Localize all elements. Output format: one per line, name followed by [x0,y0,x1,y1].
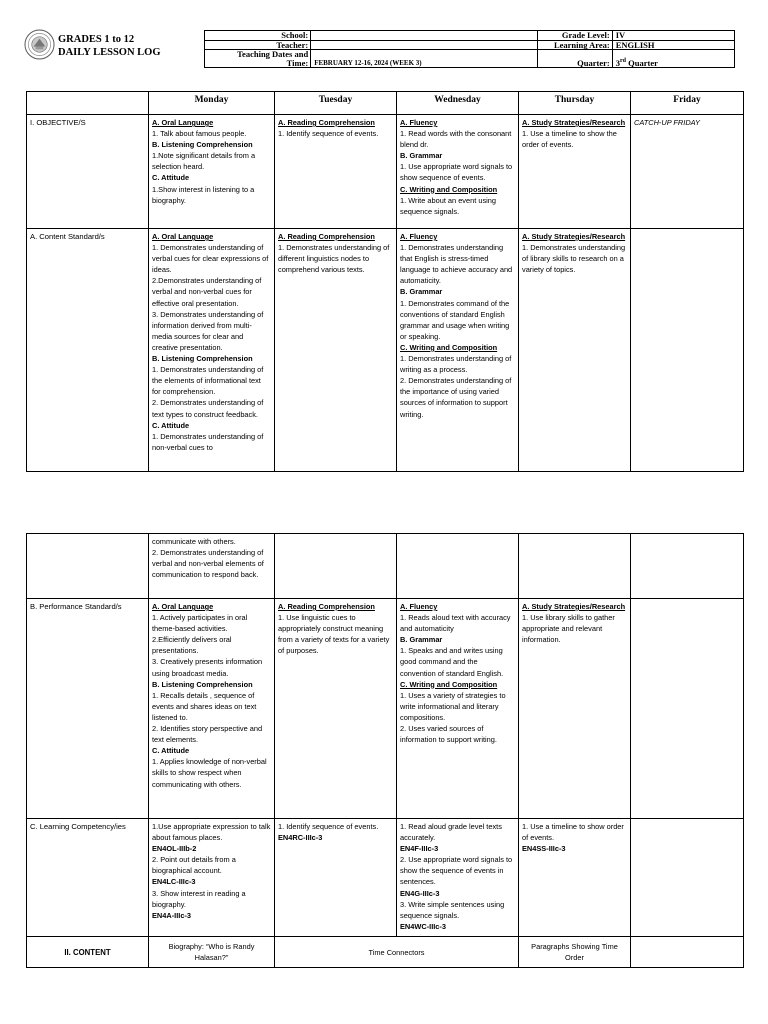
cell-heading: EN4OL-IIIb-2 [152,844,197,854]
teacher-label: Teacher: [205,40,311,50]
day-header-wednesday: Wednesday [397,92,519,115]
cell-line: 1. Identify sequence of events. [278,129,379,139]
cell-heading: A. Study Strategies/Research [522,118,626,127]
cell-heading: EN4A-IIIc-3 [152,910,192,920]
form-title-line1: GRADES 1 to 12 [58,34,135,45]
continued-label-cell [27,534,149,599]
cell-heading: B. Grammar [400,635,443,645]
cell-heading: B. Listening Comprehension [152,354,253,364]
cell-line: 1. Read words with the consonant blend dr. [400,129,512,150]
quarter-number: 3 [615,57,620,68]
form-title-line2: DAILY LESSON LOG [58,46,161,58]
cell-line: 1.Show interest in listening to a biography. [152,184,255,205]
performance-standards-friday [631,599,744,819]
competencies-friday [631,819,744,937]
continued-tuesday [275,534,397,599]
cell-line: 1. Use appropriate word signals to show sequence of events. [400,162,513,183]
cell-line: 1. Demonstrates understanding of writing as a process. [400,354,512,375]
day-header-tuesday: Tuesday [275,92,397,115]
continued-wednesday [397,534,519,599]
cell-line: 1. Demonstrates understanding of different linguistics nodes to comprehend various texts. [278,243,390,275]
cell-line: 3. Show interest in reading a biography. [152,888,246,909]
form-title [58,34,161,59]
day-header-friday: Friday [631,92,744,115]
day-header-monday: Monday [149,92,275,115]
competencies-thursday [519,819,631,937]
objectives-monday [149,115,275,229]
cell-line: 3. Demonstrates understanding of information derived from multi-media sources for clear and creative presentation. [152,309,264,352]
grade-level-label: Grade Level: [537,31,612,41]
cell-heading: C. Attitude [152,746,190,756]
cell-line: 1. Demonstrates understanding of library skills to research on a variety of topics. [522,243,626,275]
cell-line: 1. Use a timeline to show order of events. [522,822,624,843]
cell-heading: A. Reading Comprehension [278,602,375,611]
quarter-word: Quarter [628,57,658,68]
content-standards-monday [149,229,275,472]
deped-seal-logo [24,29,55,60]
cell-line: 2. Demonstrates understanding of verbal and non-verbal elements of communication to respond back. [152,548,264,580]
performance-standards-wednesday [397,599,519,819]
cell-line: 1. Write about an event using sequence signals. [400,195,497,216]
learning-area-field[interactable]: ENGLISH [612,40,734,50]
cell-heading: A. Study Strategies/Research [522,602,626,611]
lesson-log-table-page1 [26,91,744,472]
cell-line: 1. Demonstrates understanding of the elements of informational text for comprehension. [152,365,264,397]
objectives-friday [631,115,744,229]
cell-heading: A. Oral Language [152,602,214,611]
cell-heading: B. Grammar [400,151,443,161]
content-thursday: Paragraphs Showing Time Order [519,937,631,968]
cell-line: 1. Demonstrates command of the conventions of standard English grammar and usage when writing or speaking. [400,298,510,341]
grade-level-field[interactable]: IV [612,31,734,41]
cell-line: 1. Uses a variety of strategies to write informational and literary compositions. [400,690,506,722]
content-standards-monday-continued [149,534,275,599]
competencies-wednesday [397,819,519,937]
cell-line: 2. Demonstrates understanding of the importance of using varied sources of information to support writing. [400,376,512,419]
row-label-performance-standards: B. Performance Standard/s [27,599,149,819]
cell-heading: A. Oral Language [152,232,214,241]
cell-line: 1. Recalls details , sequence of events and shares ideas on text listened to. [152,690,257,722]
cell-line: 1. Read aloud grade level texts accurately. [400,822,502,843]
cell-line: 2. Demonstrates understanding of text types to construct feedback. [152,398,264,419]
continued-thursday [519,534,631,599]
cell-line: 1. Applies knowledge of non-verbal skills to show respect when communicating with others. [152,757,267,789]
cell-heading: A. Fluency [400,118,438,127]
teacher-field[interactable] [311,40,537,50]
cell-heading: A. Fluency [400,232,438,241]
learning-area-label: Learning Area: [537,40,612,50]
teaching-dates-field[interactable]: FEBRUARY 12-16, 2024 (WEEK 3) [311,50,537,68]
continued-friday [631,534,744,599]
cell-heading: C. Attitude [152,420,190,430]
performance-standards-thursday [519,599,631,819]
row-label-content: II. CONTENT [27,937,149,968]
cell-heading: C. Writing and Composition [400,342,498,352]
cell-line: 2. Uses varied sources of information to support writing. [400,724,497,745]
quarter-suffix: rd [620,57,626,64]
cell-heading: C. Writing and Composition [400,184,498,194]
cell-line: 3. Creatively presents information using broadcast media. [152,657,263,678]
lesson-log-table-page2 [26,533,744,968]
cell-heading: A. Study Strategies/Research [522,232,626,241]
row-label-content-standards: A. Content Standard/s [27,229,149,472]
cell-line: 1. Use library skills to gather appropriate and relevant information. [522,613,615,645]
cell-line: 1. Actively participates in oral theme-based activities. [152,613,248,634]
cell-heading: A. Reading Comprehension [278,118,375,127]
cell-heading: B. Grammar [400,287,443,297]
content-standards-tuesday [275,229,397,472]
school-field[interactable] [311,31,537,41]
cell-heading: EN4G-IIIc-3 [400,888,440,898]
cell-heading: A. Reading Comprehension [278,232,375,241]
quarter-field[interactable] [612,50,734,68]
cell-line: CATCH-UP FRIDAY [634,118,700,127]
cell-line: 2. Use appropriate word signals to show the sequence of events in sentences. [400,855,513,887]
objectives-wednesday [397,115,519,229]
objectives-tuesday [275,115,397,229]
cell-line: 1. Demonstrates understanding of non-verbal cues to [152,431,264,452]
content-standards-wednesday [397,229,519,472]
cell-heading: A. Fluency [400,602,438,611]
corner-cell [27,92,149,115]
cell-heading: C. Writing and Composition [400,679,498,689]
cell-line: 1.Use appropriate expression to talk about famous places. [152,822,271,843]
cell-heading: B. Listening Comprehension [152,140,253,150]
content-standards-thursday [519,229,631,472]
cell-line: 1. Use linguistic cues to appropriately construct meaning from a variety of texts for a variety of purposes. [278,613,390,656]
cell-heading: C. Attitude [152,173,190,183]
row-label-objectives: I. OBJECTIVE/S [27,115,149,229]
cell-line: 1. Demonstrates understanding that English is stress-timed language to achieve accuracy and automaticity. [400,243,513,286]
cell-heading: EN4RC-IIIc-3 [278,833,323,843]
cell-line: 2. Point out details from a biographical account. [152,855,236,876]
day-header-thursday: Thursday [519,92,631,115]
cell-line: communicate with others. [152,537,236,546]
cell-line: 1. Talk about famous people. [152,129,247,139]
cell-line: 1. Speaks and and writes using good command and the convention of standard English. [400,646,504,678]
cell-line: 1. Demonstrates understanding of verbal cues for clear expressions of ideas. [152,243,269,275]
school-label: School: [205,31,311,41]
teaching-dates-label [205,50,311,68]
content-tuesday-wednesday: Time Connectors [275,937,519,968]
cell-line: 2. Identifies story perspective and text elements. [152,724,263,745]
cell-heading: EN4SS-IIIc-3 [522,844,566,854]
cell-line: 3. Write simple sentences using sequence signals. [400,899,505,920]
header-info-table [204,30,735,68]
content-friday [631,937,744,968]
performance-standards-monday [149,599,275,819]
cell-line: 1. Reads aloud text with accuracy and automaticity [400,613,511,634]
cell-heading: A. Oral Language [152,118,214,127]
row-label-competencies: C. Learning Competency/ies [27,819,149,937]
competencies-tuesday [275,819,397,937]
cell-heading: EN4F-IIIc-3 [400,844,439,854]
cell-line: 2.Demonstrates understanding of verbal and non-verbal cues for effective oral presentation. [152,276,262,308]
cell-line: 1. Use a timeline to show the order of events. [522,129,617,150]
cell-heading: EN4WC-IIIc-3 [400,921,446,931]
cell-line: 2.Efficiently delivers oral presentations. [152,635,232,656]
cell-line: 1.Note significant details from a selection heard. [152,151,256,172]
objectives-thursday [519,115,631,229]
cell-heading: B. Listening Comprehension [152,679,253,689]
content-standards-friday [631,229,744,472]
competencies-monday [149,819,275,937]
quarter-label: Quarter: [537,50,612,68]
teaching-dates-label-line1: Teaching Dates and [237,49,309,59]
performance-standards-tuesday [275,599,397,819]
cell-line: 1. Identify sequence of events. [278,822,379,831]
content-monday: Biography: “Who is Randy Halasan?” [149,937,275,968]
cell-heading: EN4LC-IIIc-3 [152,877,196,887]
teaching-dates-label-line2: Time: [286,57,309,68]
